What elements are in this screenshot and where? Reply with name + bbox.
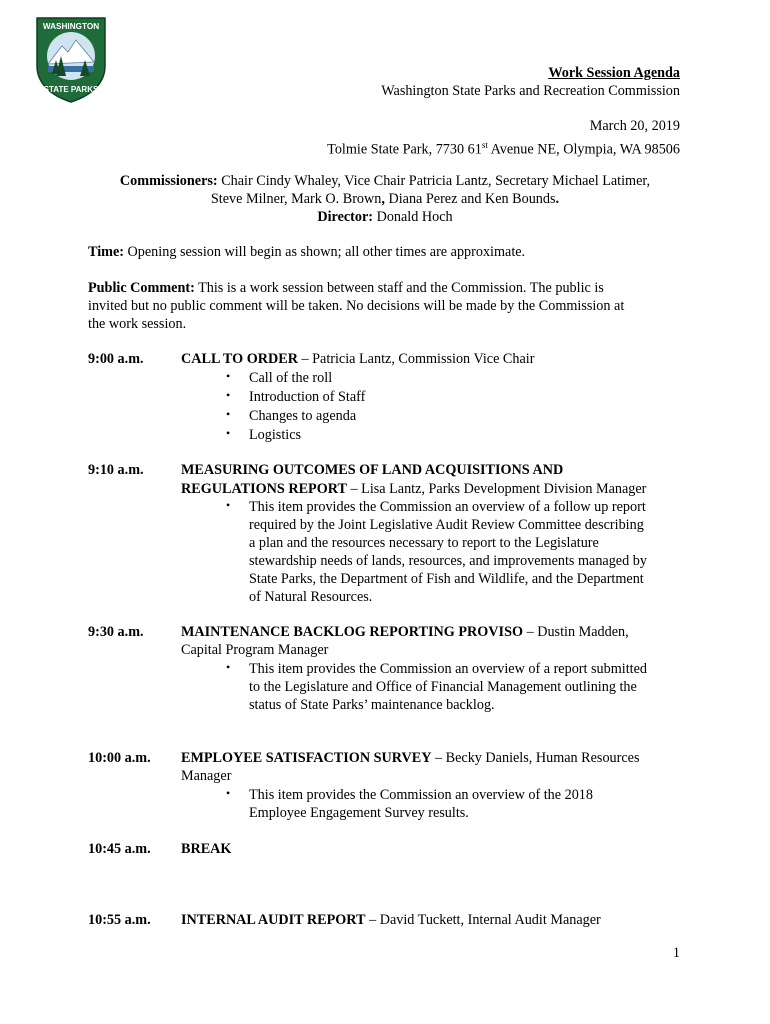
list-item: Call of the roll	[249, 370, 333, 386]
page-number: 1	[672, 945, 680, 961]
commissioners-line-1	[0, 172, 770, 190]
agenda-time: 10:45 a.m.	[88, 841, 151, 857]
agenda-presenter-role: Capital Program Manager	[181, 642, 329, 658]
public-comment-label: Public Comment:	[88, 280, 195, 296]
agenda-item-title	[181, 350, 534, 368]
public-comment-line-3: the work session.	[88, 316, 187, 332]
agenda-item-title-2	[181, 480, 646, 498]
agenda-title-bold: REGULATIONS REPORT	[181, 481, 347, 497]
meeting-location	[327, 136, 680, 159]
agenda-time: 9:10 a.m.	[88, 462, 144, 478]
agenda-item-title: MEASURING OUTCOMES OF LAND ACQUISITIONS AND	[181, 462, 564, 478]
agenda-item-title	[181, 623, 629, 641]
list-item-line: to the Legislature and Office of Financial Management outlining the	[249, 679, 637, 695]
director-line	[0, 208, 770, 226]
list-item-line: required by the Joint Legislative Audit Review Committee describing	[249, 517, 644, 533]
agenda-presenter-role: Manager	[181, 768, 232, 784]
director-label: Director:	[317, 209, 374, 225]
list-item-line: a plan and the resources necessary to report to the Legislature	[249, 535, 599, 551]
period: .	[555, 191, 560, 207]
commission-name: Washington State Parks and Recreation Commission	[381, 83, 680, 99]
logo-bottom-text: STATE PARKS	[43, 85, 99, 94]
agenda-presenter: – Becky Daniels, Human Resources	[431, 750, 640, 766]
agenda-title-bold: EMPLOYEE SATISFACTION SURVEY	[181, 750, 432, 766]
agenda-time: 10:55 a.m.	[88, 912, 151, 928]
list-item-line: State Parks, the Department of Fish and Wildlife, and the Department	[249, 571, 644, 587]
agenda-time: 9:00 a.m.	[88, 351, 144, 367]
list-item-line: This item provides the Commission an overview of the 2018	[249, 787, 593, 803]
commissioners-names-3: Diana Perez and Ken Bounds	[384, 191, 556, 207]
commissioners-line-2	[0, 190, 770, 208]
agenda-presenter: – Dustin Madden,	[523, 624, 629, 640]
agenda-item-title	[181, 911, 601, 929]
location-text: Tolmie State Park, 7730 61	[327, 141, 482, 158]
location-text-rest: Avenue NE, Olympia, WA 98506	[487, 141, 680, 158]
commissioners-names-2: Steve Milner, Mark O. Brown	[210, 191, 382, 207]
list-item-line: This item provides the Commission an overview of a follow up report	[249, 499, 646, 515]
agenda-item-title: BREAK	[181, 841, 232, 857]
list-item-line: This item provides the Commission an overview of a report submitted	[249, 661, 647, 677]
meeting-date: March 20, 2019	[589, 118, 680, 134]
time-text: Opening session will begin as shown; all other times are approximate.	[124, 244, 526, 260]
location-superscript: st	[481, 140, 488, 150]
agenda-title-bold: MAINTENANCE BACKLOG REPORTING PROVISO	[181, 624, 524, 640]
list-item: Logistics	[249, 427, 302, 443]
agenda-title-bold: INTERNAL AUDIT REPORT	[181, 912, 366, 928]
time-label: Time:	[88, 244, 124, 260]
logo-top-text: WASHINGTON	[42, 22, 100, 31]
director-name: Donald Hoch	[373, 209, 453, 225]
list-item: Changes to agenda	[249, 408, 357, 424]
public-comment-line-1	[88, 279, 604, 297]
agenda-presenter: – David Tuckett, Internal Audit Manager	[365, 912, 601, 928]
comma: ,	[381, 191, 385, 207]
list-item-line: stewardship needs of lands, resources, and improvements managed by	[249, 553, 647, 569]
list-item-line: status of State Parks’ maintenance backlog.	[249, 697, 495, 713]
commissioners-names: Chair Cindy Whaley, Vice Chair Patricia Lantz, Secretary Michael Latimer,	[217, 173, 651, 189]
public-comment-line-2: invited but no public comment will be taken. No decisions will be made by the Commission at	[88, 298, 625, 314]
time-note	[88, 243, 525, 261]
list-item-line: Employee Engagement Survey results.	[249, 805, 469, 821]
list-item-line: of Natural Resources.	[249, 589, 373, 605]
list-item: Introduction of Staff	[249, 389, 366, 405]
public-comment-text: This is a work session between staff and the Commission. The public is	[194, 280, 604, 296]
agenda-presenter: – Patricia Lantz, Commission Vice Chair	[297, 351, 535, 367]
agenda-time: 10:00 a.m.	[88, 750, 151, 766]
washington-state-parks-logo	[34, 16, 108, 104]
agenda-item-title	[181, 749, 640, 767]
agenda-time: 9:30 a.m.	[88, 624, 144, 640]
agenda-presenter: – Lisa Lantz, Parks Development Division Manager	[346, 481, 647, 497]
agenda-title-bold: CALL TO ORDER	[181, 351, 298, 367]
commissioners-label: Commissioners:	[119, 173, 218, 189]
page-title: Work Session Agenda	[548, 65, 680, 81]
